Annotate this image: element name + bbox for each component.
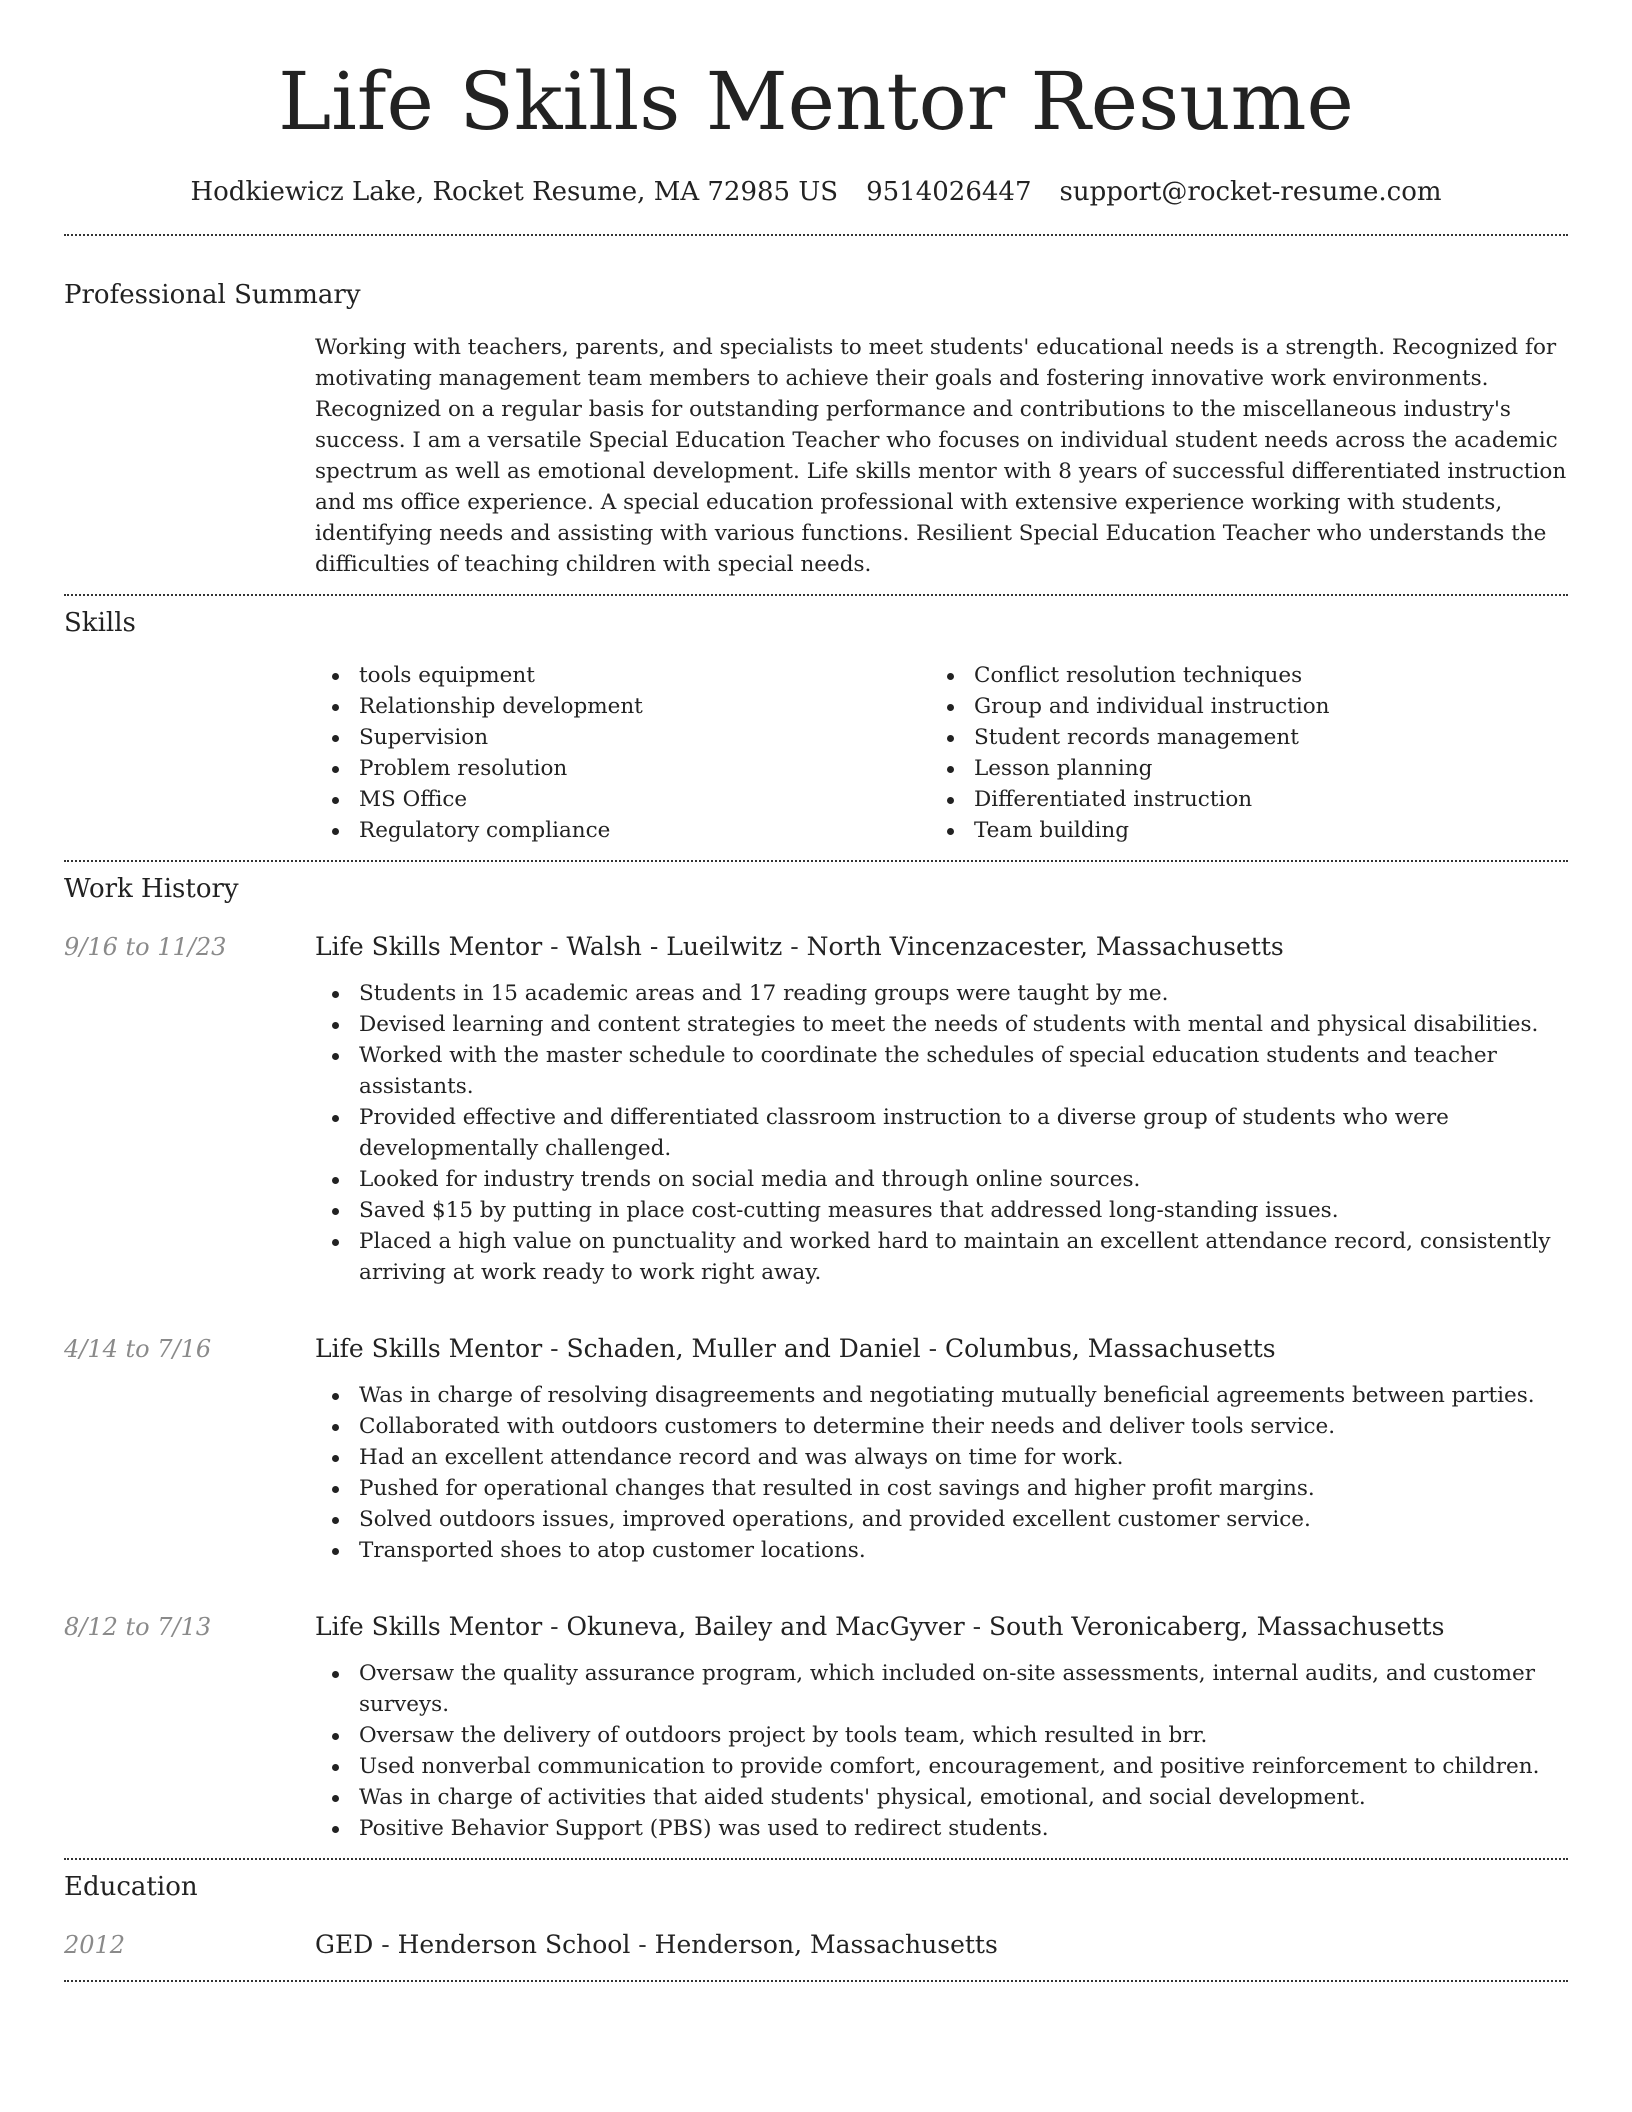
skill-item: Group and individual instruction — [930, 691, 1545, 722]
job-title: Life Skills Mentor — [315, 1612, 543, 1641]
job-bullet: Oversaw the delivery of outdoors project by tools team, which resulted in brr. — [315, 1720, 1568, 1751]
job-bullet: Looked for industry trends on social media and through online sources. — [315, 1164, 1568, 1195]
job-bullet: Used nonverbal communication to provide comfort, encouragement, and positive reinforcement to children. — [315, 1751, 1568, 1782]
education-entry — [64, 1928, 1568, 1962]
job-bullet: Was in charge of resolving disagreements and negotiating mutually beneficial agreements between parties. — [315, 1380, 1568, 1411]
summary-text: Working with teachers, parents, and specialists to meet students' educational needs is a strength. Recognized for motivating management team members to achieve their goals and fostering innovative work environments. Recognized on a regular basis for outstanding performance and contributions to the miscellaneous industry's success. I am a versatile Special Education Teacher who focuses on individual student needs across the academic spectrum as well as emotional development. Life skills mentor with 8 years of successful differentiated instruction and ms office experience. A special education professional with extensive experience working with students, identifying needs and assisting with various functions. Resilient Special Education Teacher who understands the difficulties of teaching children with special needs. — [315, 335, 1567, 577]
job-bullet: Students in 15 academic areas and 17 reading groups were taught by me. — [315, 978, 1568, 1009]
job-company: Schaden, Muller and Daniel — [566, 1334, 921, 1363]
job-bullet: Saved $15 by putting in place cost-cutting measures that addressed long-standing issues. — [315, 1195, 1568, 1226]
page-title: Life Skills Mentor Resume — [278, 55, 1354, 148]
job-bullet: Transported shoes to atop customer locations. — [315, 1535, 1568, 1566]
divider — [64, 234, 1568, 236]
skill-item: Supervision — [315, 722, 930, 753]
job-entry — [64, 1332, 1568, 1566]
skills-list-left — [315, 660, 930, 846]
skills-heading: Skills — [64, 608, 136, 638]
job-title: Life Skills Mentor — [315, 932, 543, 961]
education-heading: Education — [64, 1872, 198, 1902]
job-bullet: Pushed for operational changes that resulted in cost savings and higher profit margins. — [315, 1473, 1568, 1504]
skill-item: Differentiated instruction — [930, 784, 1545, 815]
education-degree: GED — [315, 1930, 374, 1959]
skill-item: Relationship development — [315, 691, 930, 722]
summary-section — [64, 278, 1568, 580]
job-company: Okuneva, Bailey and MacGyver — [566, 1612, 965, 1641]
resume-page — [64, 0, 1568, 1982]
skills-column-right — [930, 660, 1545, 846]
divider — [64, 860, 1568, 862]
divider — [64, 1980, 1568, 1982]
skill-item: tools equipment — [315, 660, 930, 691]
contact-email: support@rocket-resume.com — [1059, 177, 1442, 207]
job-date: 9/16 to 11/23 — [64, 933, 227, 961]
job-entry — [64, 930, 1568, 1288]
skill-item: Regulatory compliance — [315, 815, 930, 846]
job-entry — [64, 1610, 1568, 1844]
divider — [64, 594, 1568, 596]
education-location: Henderson, Massachusetts — [654, 1930, 998, 1959]
contact-line — [64, 174, 1568, 210]
skills-column-left — [315, 660, 930, 846]
job-location: North Vincenzacester, Massachusetts — [806, 932, 1284, 961]
education-heading-line: GED - Henderson School - Henderson, Massachusetts — [315, 1930, 998, 1959]
job-bullets — [315, 978, 1568, 1288]
education-school: Henderson School — [397, 1930, 631, 1959]
job-bullet: Devised learning and content strategies to meet the needs of students with mental and physical disabilities. — [315, 1009, 1568, 1040]
job-bullet: Worked with the master schedule to coordinate the schedules of special education students and teacher assistants. — [315, 1040, 1568, 1102]
skill-item: Team building — [930, 815, 1545, 846]
job-heading: Life Skills Mentor - Okuneva, Bailey and MacGyver - South Veronicaberg, Massachusetts — [315, 1612, 1445, 1641]
skill-item: MS Office — [315, 784, 930, 815]
job-bullet: Positive Behavior Support (PBS) was used to redirect students. — [315, 1813, 1568, 1844]
job-bullet: Provided effective and differentiated classroom instruction to a diverse group of students who were developmentally challenged. — [315, 1102, 1568, 1164]
skill-item: Problem resolution — [315, 753, 930, 784]
job-bullet: Was in charge of activities that aided students' physical, emotional, and social development. — [315, 1782, 1568, 1813]
skills-section — [64, 606, 1568, 846]
work-section — [64, 872, 1568, 1844]
job-location: South Veronicaberg, Massachusetts — [989, 1612, 1445, 1641]
contact-phone: 9514026447 — [866, 177, 1032, 207]
job-date: 8/12 to 7/13 — [64, 1613, 212, 1641]
skill-item: Lesson planning — [930, 753, 1545, 784]
job-bullet: Placed a high value on punctuality and worked hard to maintain an excellent attendance record, consistently arriving at work ready to work right away. — [315, 1226, 1568, 1288]
job-title: Life Skills Mentor — [315, 1334, 543, 1363]
job-bullet: Solved outdoors issues, improved operations, and provided excellent customer service. — [315, 1504, 1568, 1535]
job-bullets — [315, 1380, 1568, 1566]
job-company: Walsh - Lueilwitz — [566, 932, 783, 961]
summary-heading: Professional Summary — [64, 280, 361, 310]
work-heading: Work History — [64, 874, 239, 904]
education-section — [64, 1870, 1568, 1962]
skill-item: Conflict resolution techniques — [930, 660, 1545, 691]
divider — [64, 1858, 1568, 1860]
job-bullet: Oversaw the quality assurance program, which included on-site assessments, internal audits, and customer surveys. — [315, 1658, 1568, 1720]
job-location: Columbus, Massachusetts — [944, 1334, 1276, 1363]
skills-list-right — [930, 660, 1545, 846]
skill-item: Student records management — [930, 722, 1545, 753]
contact-address: Hodkiewicz Lake, Rocket Resume, MA 72985 US — [190, 177, 839, 207]
education-date: 2012 — [64, 1931, 126, 1959]
job-date: 4/14 to 7/16 — [64, 1335, 212, 1363]
job-bullet: Collaborated with outdoors customers to determine their needs and deliver tools service. — [315, 1411, 1568, 1442]
job-heading: Life Skills Mentor - Schaden, Muller and Daniel - Columbus, Massachusetts — [315, 1334, 1276, 1363]
job-bullets — [315, 1658, 1568, 1844]
job-bullet: Had an excellent attendance record and was always on time for work. — [315, 1442, 1568, 1473]
job-heading: Life Skills Mentor - Walsh - Lueilwitz - North Vincenzacester, Massachusetts — [315, 932, 1284, 961]
